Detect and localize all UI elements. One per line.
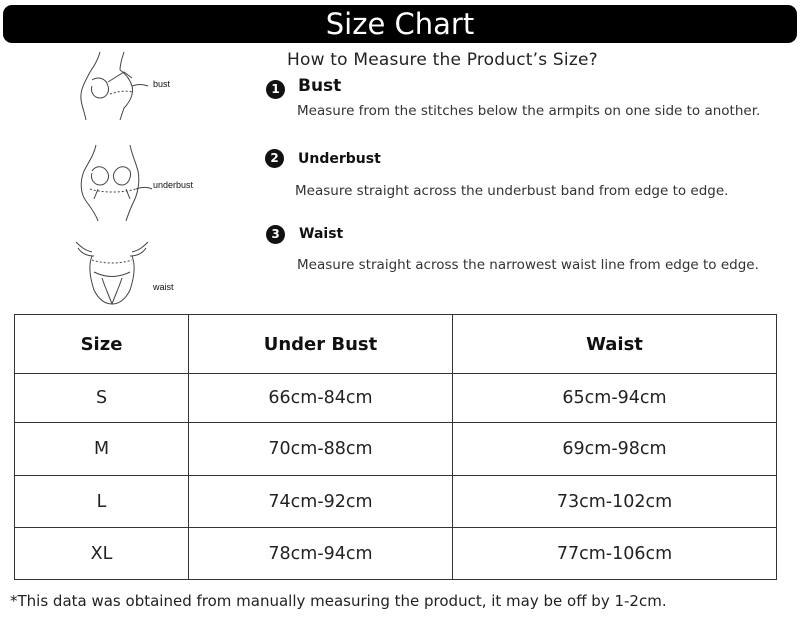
under-bust-cell: 78cm-94cm	[189, 528, 453, 580]
step-2-badge: 2	[265, 149, 284, 168]
under-bust-cell: 70cm-88cm	[189, 423, 453, 476]
bust-figure-illustration	[72, 50, 152, 125]
step-3-title: Waist	[299, 226, 344, 242]
measurement-disclaimer: *This data was obtained from manually measuring the product, it may be off by 1-2cm.	[10, 592, 667, 610]
step-1-title: Bust	[298, 76, 342, 96]
bust-figure-label: bust	[153, 79, 171, 89]
waist-cell: 65cm-94cm	[453, 374, 777, 423]
under-bust-cell: 74cm-92cm	[189, 476, 453, 528]
table-header-row	[15, 315, 777, 374]
step-3-description: Measure straight across the narrowest waist line from edge to edge.	[297, 257, 759, 273]
table-row	[15, 528, 777, 580]
under-bust-cell: 66cm-84cm	[189, 374, 453, 423]
size-cell: L	[15, 476, 189, 528]
waist-cell: 73cm-102cm	[453, 476, 777, 528]
size-cell: S	[15, 374, 189, 423]
underbust-figure-label: underbust	[153, 180, 194, 190]
waist-cell: 69cm-98cm	[453, 423, 777, 476]
waist-column-header: Waist	[453, 315, 777, 374]
step-1-badge: 1	[266, 80, 285, 99]
step-2-description: Measure straight across the underbust band from edge to edge.	[295, 183, 729, 199]
size-table	[14, 314, 777, 580]
under-bust-column-header: Under Bust	[189, 315, 453, 374]
step-2-title: Underbust	[298, 151, 381, 167]
table-row	[15, 423, 777, 476]
waist-figure-illustration	[72, 238, 152, 306]
waist-figure-label: waist	[153, 282, 174, 292]
size-chart-banner: Size Chart	[3, 5, 797, 43]
table-row	[15, 374, 777, 423]
waist-cell: 77cm-106cm	[453, 528, 777, 580]
table-row	[15, 476, 777, 528]
size-cell: M	[15, 423, 189, 476]
underbust-figure-illustration	[74, 143, 154, 223]
measure-heading: How to Measure the Product’s Size?	[287, 50, 598, 70]
size-column-header: Size	[15, 315, 189, 374]
step-3-badge: 3	[266, 225, 285, 244]
step-1-description: Measure from the stitches below the armpits on one side to another.	[297, 103, 761, 119]
size-cell: XL	[15, 528, 189, 580]
